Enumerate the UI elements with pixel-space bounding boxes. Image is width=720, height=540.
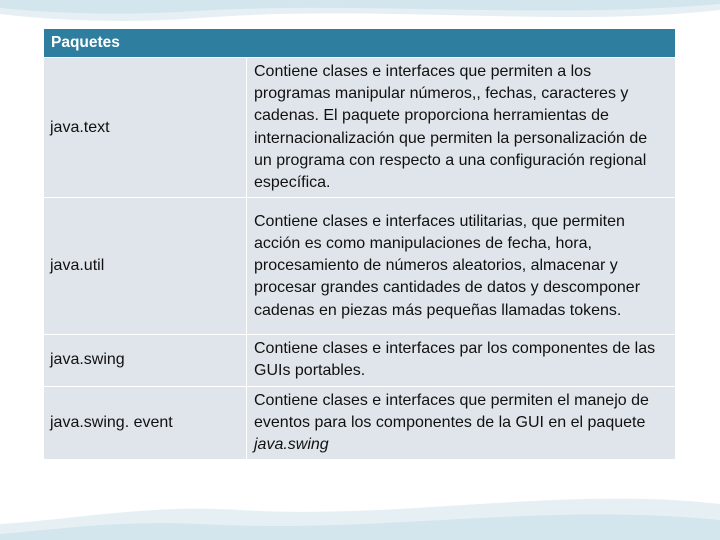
description-text: Contiene clases e interfaces que permiten el manejo de eventos para los componentes de la GUI en el paquete bbox=[254, 391, 649, 431]
package-description bbox=[247, 386, 676, 460]
package-name: java.util bbox=[44, 198, 247, 335]
table-row bbox=[44, 58, 676, 198]
table-header-row bbox=[44, 29, 676, 58]
packages-table bbox=[43, 28, 676, 460]
package-reference: java.swing bbox=[254, 436, 329, 454]
package-description: Contiene clases e interfaces utilitarias, que permiten acción es como manipulaciones de fecha, hora, procesamiento de números aleatorios, almacenar y procesar grandes cantidades de datos y descomponer cadenas en piezas más pequeñas llamadas tokens. bbox=[247, 198, 676, 335]
package-description: Contiene clases e interfaces que permiten a los programas manipular números,, fechas, caracteres y cadenas. El paquete proporciona herramientas de internacionalización que permiten la personalización de un programa con respecto a una configuración regional específica. bbox=[247, 58, 676, 198]
package-name: java.text bbox=[44, 58, 247, 198]
table-row bbox=[44, 335, 676, 386]
package-description: Contiene clases e interfaces par los componentes de las GUIs portables. bbox=[247, 335, 676, 386]
bottom-wave-decoration bbox=[0, 480, 720, 540]
table-row bbox=[44, 198, 676, 335]
table-header: Paquetes bbox=[44, 29, 676, 58]
package-name: java.swing bbox=[44, 335, 247, 386]
package-name: java.swing. event bbox=[44, 386, 247, 460]
table-row bbox=[44, 386, 676, 460]
